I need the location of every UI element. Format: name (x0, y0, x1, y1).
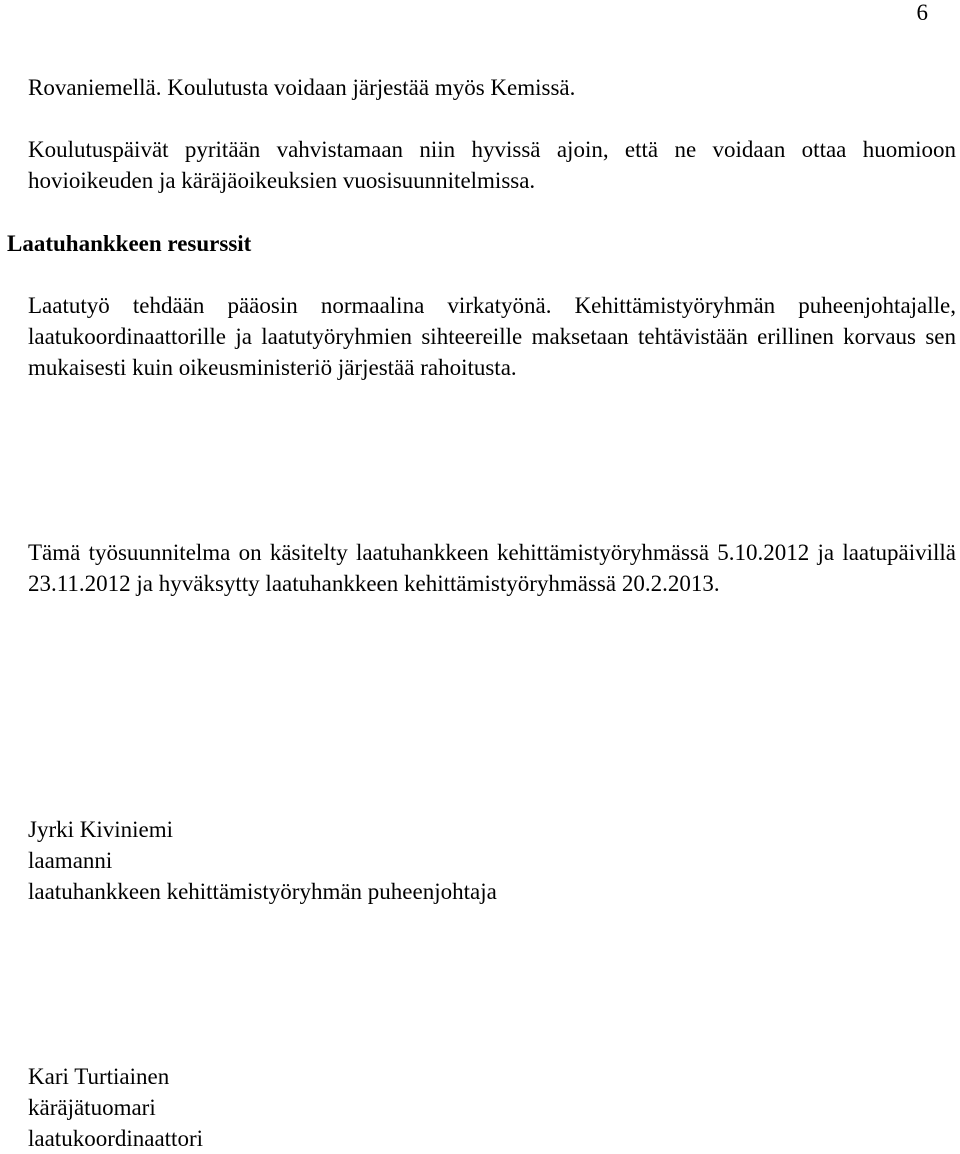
signature-name: Kari Turtiainen (28, 1064, 170, 1089)
signature-role: laatuhankkeen kehittämistyöryhmän puheenjohtaja (28, 879, 497, 904)
signature-name: Jyrki Kiviniemi (28, 817, 174, 842)
signature-title: laamanni (28, 848, 113, 873)
paragraph-koulutuspaivat: Koulutuspäivät pyritään vahvistamaan niin hyvissä ajoin, että ne voidaan ottaa huomioon hovioikeuden ja käräjäoikeuksien vuosisuunnitelmissa. (28, 137, 956, 193)
paragraph-tyosuunnitelma: Tämä työsuunnitelma on käsitelty laatuhankkeen kehittämistyöryhmässä 5.10.2012 ja laatupäivillä 23.11.2012 ja hyväksytty laatuhankkeen kehittämistyöryhmässä 20.2.2013. (28, 540, 956, 596)
signature-title: käräjätuomari (28, 1095, 156, 1120)
page-number: 6 (916, 0, 928, 25)
paragraph-laatutyo: Laatutyö tehdään pääosin normaalina virkatyönä. Kehittämistyöryhmän puheenjohtajalle, laatukoordinaattorille ja laatutyöryhmien sihteereille maksetaan tehtävistään erillinen korvaus sen mukaisesti kuin oikeusministeriö järjestää rahoitusta. (28, 293, 956, 380)
paragraph-koulutus-kemi: Rovaniemellä. Koulutusta voidaan järjestää myös Kemissä. (28, 75, 576, 100)
signature-block-puheenjohtaja (28, 814, 497, 907)
signature-block-koordinaattori (28, 1061, 203, 1154)
section-heading-resurssit: Laatuhankkeen resurssit (7, 231, 252, 256)
signature-role: laatukoordinaattori (28, 1126, 203, 1151)
